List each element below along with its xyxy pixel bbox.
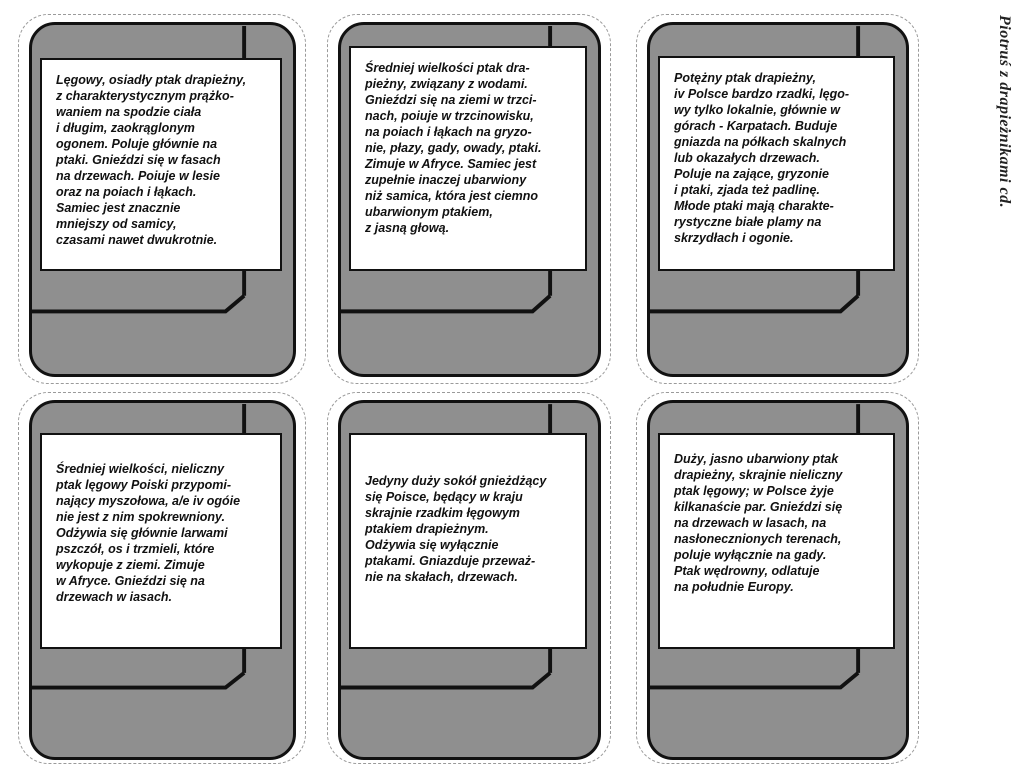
card-description-box (658, 433, 895, 649)
card-text-line: kilkanaście par. Gnieździ się (674, 500, 843, 514)
card-text-line: wykopuje z ziemi. Zimuje (56, 558, 205, 572)
card-text-line: ptak lęgowy Poiski przypomi- (56, 478, 232, 492)
card-text-line: nasłonecznionych terenach, (674, 532, 842, 546)
card-text-line: skrzydłach i ogonie. (674, 231, 794, 245)
card-text-line: na południe Europy. (674, 580, 794, 594)
card-text-line: poluje wyłącznie na gady. (674, 548, 827, 562)
card-text-line: na drzewach. Poiuje w lesie (56, 169, 220, 183)
card-text-line: w Afryce. Gnieździ się na (56, 574, 205, 588)
card-description-box (40, 58, 282, 271)
card-text-line: się Poisce, będący w kraju (365, 490, 523, 504)
card-text-line: drzewach w iasach. (56, 590, 173, 604)
card-text-line: Średniej wielkości, nieliczny (56, 462, 225, 476)
card-text-line: ptak lęgowy; w Polsce żyje (674, 484, 834, 498)
card-text-line: pieżny, związany z wodami. (365, 77, 528, 91)
card-text-line: skrajnie rzadkim łęgowym (365, 506, 520, 520)
card-text-line: ubarwionym ptakiem, (365, 205, 493, 219)
card-text-line: Odżywia się głównie larwami (56, 526, 228, 540)
card-text-line: Odżywia się wyłącznie (365, 538, 499, 552)
card-text-line: i długim, zaokrąglonym (56, 121, 195, 135)
card-text-line: gniazda na półkach skalnych (674, 135, 847, 149)
card-text-line: na drzewach w lasach, na (674, 516, 827, 530)
card-text-line: Lęgowy, osiadły ptak drapieżny, (56, 73, 247, 87)
card-text-line: niż samica, która jest ciemno (365, 189, 538, 203)
card-text-line: waniem na spodzie ciała (56, 105, 202, 119)
card-description-box (658, 56, 895, 271)
bird-card-4[interactable] (29, 400, 296, 760)
card-text-line: iv Polsce bardzo rzadki, lęgo- (674, 87, 850, 101)
bird-card-2[interactable] (338, 22, 601, 377)
card-text-line: mniejszy od samicy, (56, 217, 177, 231)
card-text-line: z charakterystycznym prążko- (56, 89, 234, 103)
card-text-line: ptakami. Gniazduje przeważ- (365, 554, 536, 568)
card-text-line: rystyczne białe plamy na (674, 215, 822, 229)
card-text-line: Zimuje w Afryce. Samiec jest (365, 157, 537, 171)
card-text-line: Jedyny duży sokół gnieżdżący (365, 474, 547, 488)
card-text-line: Samiec jest znacznie (56, 201, 181, 215)
card-text-line: zupełnie inaczej ubarwiony (365, 173, 527, 187)
card-text-line: ptakiem drapieżnym. (365, 522, 489, 536)
card-text-line: Młode ptaki mają charakte- (674, 199, 834, 213)
card-text-line: wy tylko lokalnie, głównie w (674, 103, 841, 117)
bird-card-3[interactable] (647, 22, 909, 377)
card-text-line: górach - Karpatach. Buduje (674, 119, 838, 133)
card-text-line: lub okazałych drzewach. (674, 151, 820, 165)
card-text-line: oraz na poiach i łąkach. (56, 185, 197, 199)
bird-card-1[interactable] (29, 22, 296, 377)
bird-card-5[interactable] (338, 400, 601, 760)
card-text-line: nach, poiuje w trzcinowisku, (365, 109, 534, 123)
card-text-line: nający myszołowa, a/e iv ogóie (56, 494, 241, 508)
card-text-line: pszczół, os i trzmieli, które (56, 542, 215, 556)
card-text-line: Duży, jasno ubarwiony ptak (674, 452, 839, 466)
card-text-line: na poiach i łąkach na gryzo- (365, 125, 532, 139)
card-description-box (349, 433, 587, 649)
card-text-line: Poluje na zające, gryzonie (674, 167, 829, 181)
card-text-line: z jasną głową. (365, 221, 450, 235)
card-text-line: nie na skałach, drzewach. (365, 570, 518, 584)
bird-card-6[interactable] (647, 400, 909, 760)
side-caption: Piotruś z drapieżnikami cd. (996, 15, 1013, 209)
card-text-line: ptaki. Gnieździ się w fasach (56, 153, 221, 167)
card-text-line: Ptak wędrowny, odlatuje (674, 564, 820, 578)
card-text-line: nie, płazy, gady, owady, ptaki. (365, 141, 542, 155)
card-text-line: Średniej wielkości ptak dra- (365, 61, 530, 75)
card-text-line: nie jest z nim spokrewniony. (56, 510, 226, 524)
card-description-box (349, 46, 587, 271)
card-text-line: ogonem. Poluje głównie na (56, 137, 218, 151)
card-text-line: i ptaki, zjada też padlinę. (674, 183, 820, 197)
card-text-line: czasami nawet dwukrotnie. (56, 233, 218, 247)
card-text-line: Potężny ptak drapieżny, (674, 71, 816, 85)
card-description-box (40, 433, 282, 649)
card-text-line: drapieżny, skrajnie nieliczny (674, 468, 843, 482)
card-text-line: Gnieździ się na ziemi w trzci- (365, 93, 537, 107)
